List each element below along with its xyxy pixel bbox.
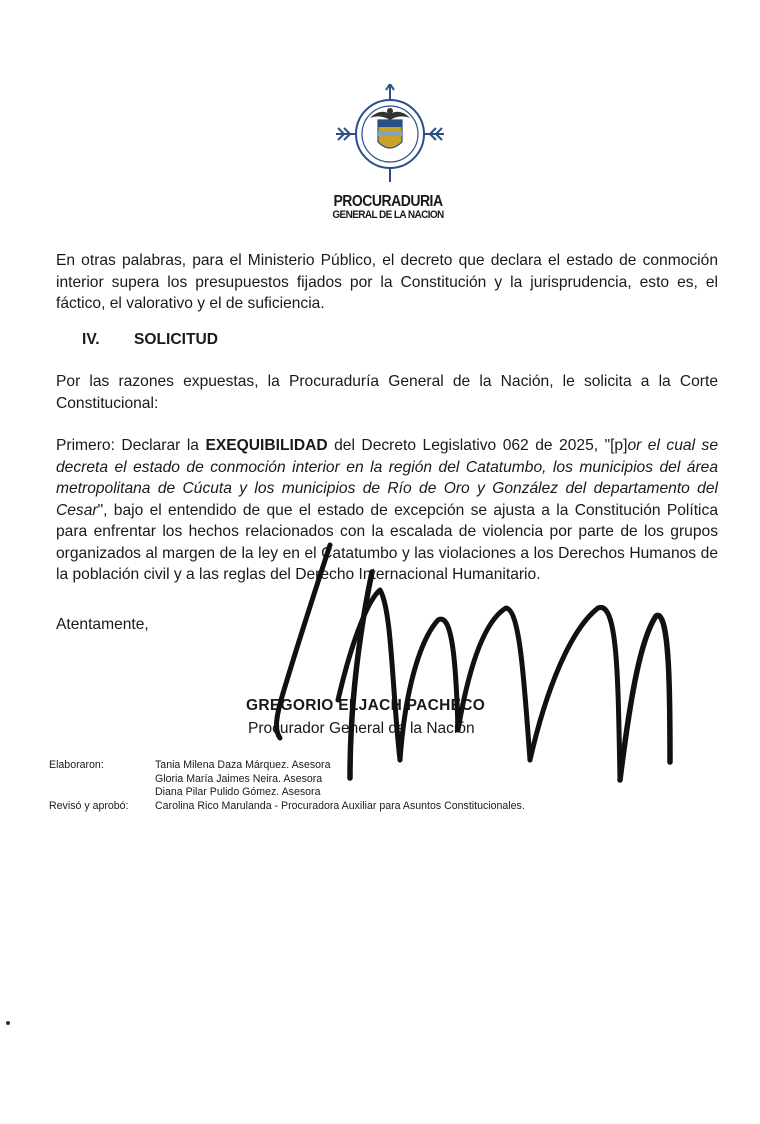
signatory-name: GREGORIO ELJACH PACHECO bbox=[246, 697, 486, 714]
preparer-3: Diana Pilar Pulido Gómez. Asesora bbox=[155, 786, 321, 798]
request-mid: del Decreto Legislativo 062 de 2025, "[p] bbox=[327, 437, 628, 454]
procuraduria-seal-icon bbox=[330, 84, 450, 184]
reviewer: Carolina Rico Marulanda - Procuradora Auxiliar para Asuntos Constitucionales. bbox=[155, 799, 525, 812]
request-keyword: EXEQUIBILIDAD bbox=[205, 437, 328, 454]
logo-line-1: PROCURADURIA bbox=[333, 191, 443, 210]
logo-line-2: GENERAL DE LA NACION bbox=[332, 209, 444, 222]
preparer-1: Tania Milena Daza Márquez. Asesora bbox=[155, 759, 331, 771]
paragraph-first-request bbox=[56, 435, 718, 586]
section-title: SOLICITUD bbox=[134, 331, 219, 348]
prepared-label: Elaboraron: bbox=[49, 759, 104, 771]
institution-logo-text bbox=[318, 193, 458, 222]
section-heading bbox=[82, 331, 218, 349]
section-number: IV. bbox=[82, 331, 100, 348]
request-lead: Primero: Declarar la bbox=[56, 437, 206, 454]
request-tail: ", bajo el entendido de que el estado de excepción se ajusta a la Constitución Política para enfrentar los hechos relacionados con la escalada de violencia por parte de los grupos organizados al margen de la ley en el Catatumbo y las violaciones a los Derechos Humanos de la población civil y a las reglas del Derecho Internacional Humanitario. bbox=[56, 501, 718, 583]
preparer-2: Gloria María Jaimes Neira. Asesora bbox=[155, 772, 323, 785]
scan-speck bbox=[6, 1021, 10, 1025]
reviewed-label: Revisó y aprobó: bbox=[49, 799, 129, 812]
paragraph-conclusion: En otras palabras, para el Ministerio Público, el decreto que declara el estado de conmoción interior supera los presupuestos fijados por la Constitución y la jurisprudencia, esto es, el fáctico, el valorativo y el de suficiencia. bbox=[56, 252, 718, 312]
credits-labels bbox=[49, 759, 129, 813]
closing-salutation: Atentamente, bbox=[56, 616, 149, 633]
decree-title-quote: or el cual se decreta el estado de conmoción interior en la región del Catatumbo, los municipios del área metropolitana de Cúcuta y los municipios de Río de Oro y González del departamento del Cesar bbox=[56, 437, 718, 519]
paragraph-request-intro: Por las razones expuestas, la Procuraduría General de la Nación, le solicita a la Corte Constitucional: bbox=[56, 373, 718, 412]
signatory-role: Procurador General de la Nación bbox=[248, 720, 475, 737]
credits-names bbox=[155, 759, 525, 813]
